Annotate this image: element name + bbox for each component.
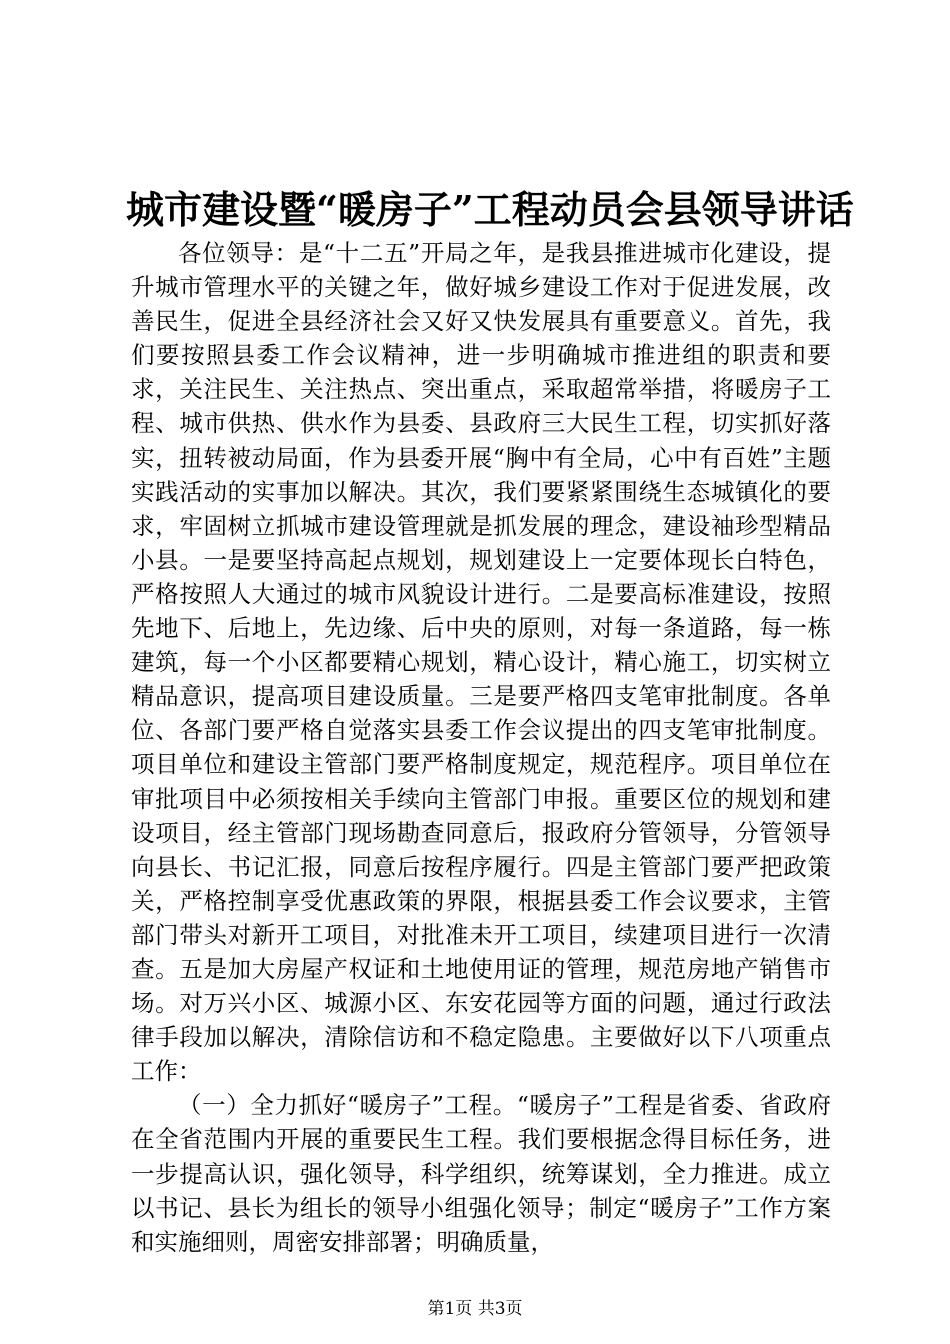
- document-body: [131, 236, 831, 1259]
- page-footer: 第1页 共3页: [427, 1299, 523, 1319]
- body-paragraph-1: 各位领导：是“十二五”开局之年，是我县推进城市化建设，提升城市管理水平的关键之年，做好城乡建设工作对于促进发展，改善民生，促进全县经济社会又好又快发展具有重要意义。首先，我们要按照县委工作会议精神，进一步明确城市推进组的职责和要求，关注民生、关注热点、突出重点，采取超常举措，将暖房子工程、城市供热、供水作为县委、县政府三大民生工程，切实抓好落实，扭转被动局面，作为县委开展“胸中有全局，心中有百姓”主题实践活动的实事加以解决。其次，我们要紧紧围绕生态城镇化的要求，牢固树立抓城市建设管理就是抓发展的理念，建设袖珍型精品小县。一是要坚持高起点规划，规划建设上一定要体现长白特色，严格按照人大通过的城市风貌设计进行。二是要高标准建设，按照先地下、后地上，先边缘、后中央的原则，对每一条道路，每一栋建筑，每一个小区都要精心规划，精心设计，精心施工，切实树立精品意识，提高项目建设质量。三是要严格四支笔审批制度。各单位、各部门要严格自觉落实县委工作会议提出的四支笔审批制度。项目单位和建设主管部门要严格制度规定，规范程序。项目单位在审批项目中必须按相关手续向主管部门申报。重要区位的规划和建设项目，经主管部门现场勘查同意后，报政府分管领导，分管领导向县长、书记汇报，同意后按程序履行。四是主管部门要严把政策关，严格控制享受优惠政策的界限，根据县委工作会议要求，主管部门带头对新开工项目，对批准未开工项目，续建项目进行一次清查。五是加大房屋产权证和土地使用证的管理，规范房地产销售市场。对万兴小区、城源小区、东安花园等方面的问题，通过行政法律手段加以解决，清除信访和不稳定隐患。主要做好以下八项重点工作：: [131, 239, 831, 1086]
- body-paragraph-2: （一）全力抓好“暖房子”工程。“暖房子”工程是省委、省政府在全省范围内开展的重要民生工程。我们要根据念得目标任务，进一步提高认识，强化领导，科学组织，统筹谋划，全力推进。成立以书记、县长为组长的领导小组强化领导；制定“暖房子”工作方案和实施细则，周密安排部署；明确质量，: [131, 1091, 831, 1256]
- document-title: 城市建设暨“暖房子”工程动员会县领导讲话: [126, 187, 854, 232]
